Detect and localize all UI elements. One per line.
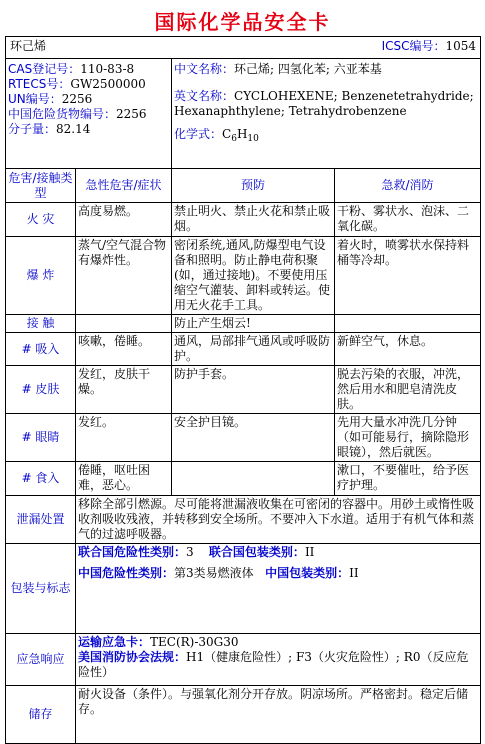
- row-skin: [6, 366, 481, 414]
- row-ingestion-aid: 漱口，不要催吐，给予医疗护理。: [335, 462, 481, 496]
- cas-number: CAS登记号：110-83-8: [8, 62, 135, 76]
- row-eyes-prevent: 安全护目镜。: [172, 414, 335, 462]
- header-symptoms: 急性危害/症状: [76, 169, 172, 203]
- row-skin-prevent: 防护手套。: [172, 366, 335, 414]
- row-fire: [6, 203, 481, 237]
- row-eyes-symptom: 发红。: [76, 414, 172, 462]
- row-contact-type: 接 触: [6, 315, 76, 333]
- row-contact-prevent: 防止产生烟云!: [172, 315, 335, 333]
- row-skin-symptom: 发红，皮肤干燥。: [76, 366, 172, 414]
- row-inhalation-type: # 吸入: [6, 333, 76, 366]
- icsc-number: ICSC编号：1054: [381, 39, 477, 53]
- row-ingestion-symptom: 倦睡，呕吐困难，恶心。: [76, 462, 172, 496]
- row-contact: [6, 315, 481, 333]
- cn-dangerous-goods-number: 中国危险货物编号：2256: [8, 107, 147, 121]
- un-number: UN编号：2256: [8, 92, 93, 106]
- card-title: 国际化学品安全卡: [154, 10, 331, 34]
- safety-card-table: [5, 36, 481, 744]
- english-name: 英文名称：CYCLOHEXENE; Benzenetetrahydride; Hexanaphthylene; Tetrahydrobenzene: [174, 89, 474, 118]
- identifiers-cell: [6, 59, 172, 169]
- row-packaging: [6, 544, 481, 634]
- header-prevention: 预防: [172, 169, 335, 203]
- row-explosion-type: 爆 炸: [6, 237, 76, 315]
- header-first-aid: 急救/消防: [335, 169, 481, 203]
- row-ingestion-prevent: [172, 462, 335, 496]
- chemical-name: 环己烯: [10, 39, 47, 53]
- un-class-line: 联合国危险性类别：3 联合国包装类别：II: [78, 545, 315, 559]
- row-explosion-symptom: 蒸气/空气混合物有爆炸性。: [76, 237, 172, 315]
- row-inhalation-prevent: 通风，局部排气通风或呼吸防护。: [172, 333, 335, 366]
- row-inhalation-aid: 新鲜空气，休息。: [335, 333, 481, 366]
- header-hazard-type: 危害/接触类型: [6, 169, 76, 203]
- storage-label: 储存: [6, 686, 76, 744]
- cn-class-line: 中国危险性类别：第3类易燃液体 中国包装类别：II: [78, 566, 359, 580]
- emergency-label: 应急响应: [6, 634, 76, 686]
- packaging-label: 包装与标志: [6, 544, 76, 634]
- row-contact-symptom: [76, 315, 172, 333]
- chemical-formula: 化学式：$C_6H_{10}$: [174, 127, 259, 144]
- storage-text: 耐火设备（条件）。与强氧化剂分开存放。阴凉场所。严格密封。稳定后储存。: [76, 686, 481, 744]
- spill-text: 移除全部引燃源。尽可能将泄漏液收集在可密闭的容器中。用砂土或惰性吸收剂吸收残液，并转移到安全场所。不要冲入下水道。适用于有机气体和蒸气的过滤呼吸器。: [76, 496, 481, 544]
- packaging-content: [76, 544, 481, 634]
- row-fire-type: 火 灾: [6, 203, 76, 237]
- name-bar: [6, 37, 481, 59]
- row-explosion-prevent: 密闭系统,通风,防爆型电气设备和照明。防止静电荷积聚(如，通过接地)。不要使用压缩空气灌装、卸料或转运。使用无火花手工具。: [172, 237, 335, 315]
- row-emergency: [6, 634, 481, 686]
- emergency-content: [76, 634, 481, 686]
- row-explosion: [6, 237, 481, 315]
- row-storage: [6, 686, 481, 744]
- row-skin-aid: 脱去污染的衣服，冲洗，然后用水和肥皂清洗皮肤。: [335, 366, 481, 414]
- row-inhalation: [6, 333, 481, 366]
- row-ingestion-type: # 食入: [6, 462, 76, 496]
- molecular-weight: 分子量：82.14: [8, 122, 91, 136]
- row-contact-aid: [335, 315, 481, 333]
- row-spill: [6, 496, 481, 544]
- chinese-name: 中文名称：环己烯; 四氢化苯; 六亚苯基: [174, 62, 382, 76]
- row-eyes: [6, 414, 481, 462]
- row-eyes-aid: 先用大量水冲洗几分钟（如可能易行，摘除隐形眼镜），然后就医。: [335, 414, 481, 462]
- rtecs-number: RTECS号：GW2500000: [8, 77, 146, 91]
- row-eyes-type: # 眼睛: [6, 414, 76, 462]
- nfpa-line: 美国消防协会法规：H1（健康危险性）; F3（火灾危险性）; R0（反应危险性）: [78, 650, 469, 679]
- row-skin-type: # 皮肤: [6, 366, 76, 414]
- names-cell: [172, 59, 481, 169]
- row-explosion-aid: 着火时，喷雾状水保持料桶等冷却。: [335, 237, 481, 315]
- row-fire-aid: 干粉、雾状水、泡沫、二氧化碳。: [335, 203, 481, 237]
- row-fire-prevent: 禁止明火、禁止火花和禁止吸烟。: [172, 203, 335, 237]
- transport-card-line: 运输应急卡：TEC(R)-30G30: [78, 635, 239, 649]
- spill-label: 泄漏处置: [6, 496, 76, 544]
- row-inhalation-symptom: 咳嗽，倦睡。: [76, 333, 172, 366]
- row-fire-symptom: 高度易燃。: [76, 203, 172, 237]
- row-ingestion: [6, 462, 481, 496]
